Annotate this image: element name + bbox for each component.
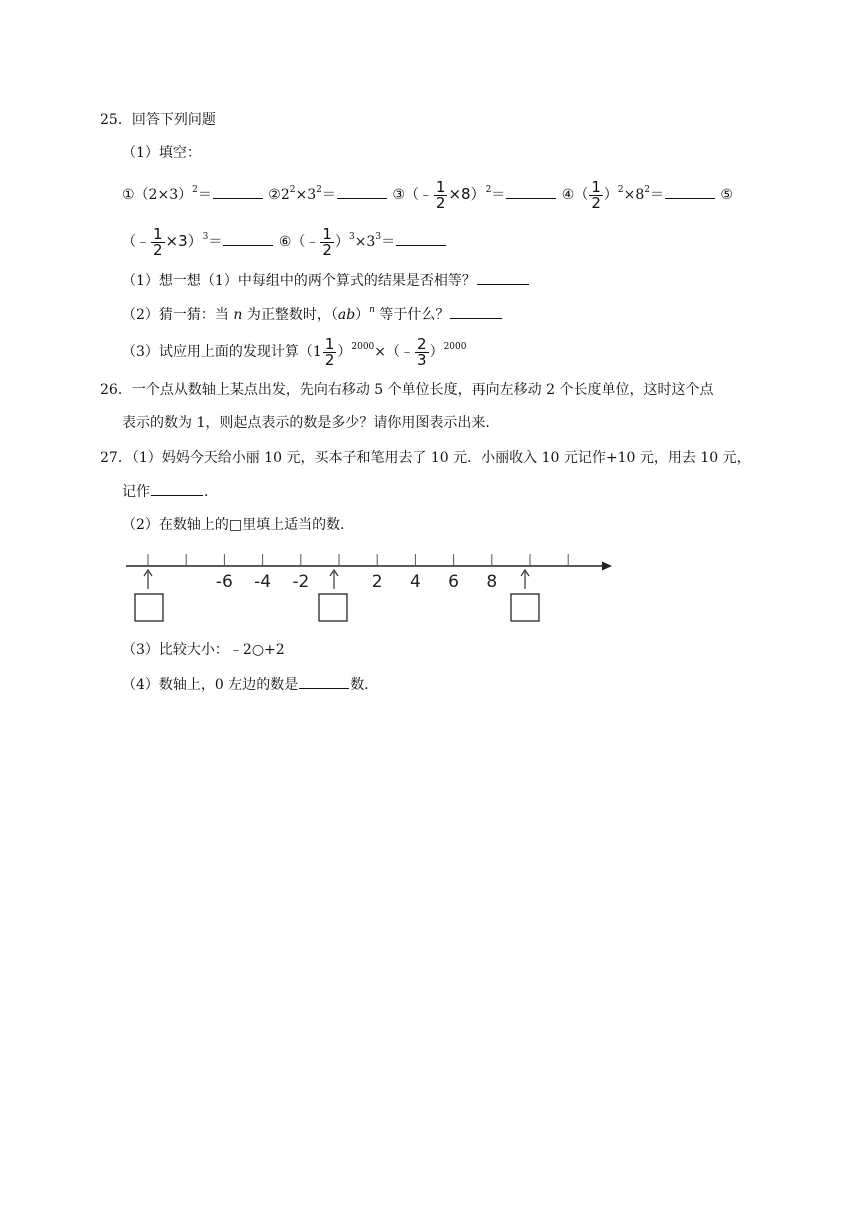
apply-exponent-1: 2000: [351, 342, 375, 352]
frac-denominator: 3: [417, 350, 427, 369]
apply-text-d: ）: [429, 344, 444, 360]
item4-exponent-b: 2: [644, 185, 650, 195]
guess-text-b: 为正整数时，（: [242, 307, 338, 323]
item3-times: ×8）: [448, 185, 486, 203]
item4-fraction: [589, 177, 603, 212]
tick-label: 4: [409, 572, 421, 592]
q26-text-1: 一个点从数轴上某点出发，先向右移动 5 个单位长度，再向左移动 2 个长度单位，这时这个点: [131, 382, 714, 398]
axis-arrowhead: [602, 562, 612, 571]
item6-mid: ×3: [354, 234, 376, 250]
q27-part4-suffix: 数．: [350, 677, 379, 693]
tick-label: -2: [292, 572, 310, 592]
number-line-figure: [122, 546, 614, 626]
q27-part4-text: （4）数轴上，0 左边的数是: [122, 677, 299, 693]
item2-exponent-b: 2: [316, 185, 322, 195]
item2-equals: ＝: [321, 187, 336, 203]
q27-part3: （3）比较大小：﹣2○+2: [122, 642, 285, 658]
guess-exponent-n: n: [369, 305, 375, 315]
item4-exponent-a: 2: [617, 185, 624, 195]
frac-denominator: 2: [324, 350, 335, 369]
guess-text-d: 等于什么？: [374, 307, 450, 323]
item2: [268, 187, 392, 203]
item2-expr: ②2: [268, 187, 290, 203]
frac-denominator: 2: [153, 240, 163, 259]
answer-blank-3[interactable]: [506, 184, 556, 199]
q27-part4: [122, 674, 378, 695]
item5: [122, 224, 279, 259]
frac-numerator: 1: [322, 224, 332, 243]
item2-mid: ×3: [295, 187, 317, 203]
answer-blank-guess[interactable]: [450, 304, 502, 319]
q27-part1-period: ．: [204, 484, 218, 500]
frac-numerator: 2: [417, 334, 427, 353]
tick-label: -6: [215, 572, 233, 592]
item6-exponent-b: 3: [375, 232, 382, 242]
item1: [122, 187, 268, 203]
frac-numerator: 1: [324, 334, 335, 353]
item6-exponent-a: 3: [348, 232, 355, 242]
answer-box-right[interactable]: [511, 594, 539, 621]
frac-numerator: 1: [153, 224, 163, 243]
item1-expr: ①（2×3）: [122, 187, 193, 203]
item4-mid: ×8: [623, 187, 645, 203]
item3: [392, 177, 561, 212]
answer-blank-4[interactable]: [665, 184, 715, 199]
item6-fraction: [320, 224, 334, 259]
item6-close: ）: [334, 234, 349, 250]
up-arrow-middle: [330, 570, 338, 589]
answer-blank-1[interactable]: [213, 184, 263, 199]
apply-text-c: ×（﹣: [374, 344, 415, 360]
item3-equals: ＝: [491, 187, 506, 203]
q26-line1: [100, 380, 713, 400]
tick-label: 2: [371, 572, 383, 592]
tick-label: -4: [254, 572, 272, 592]
frac-denominator: 2: [322, 240, 332, 259]
apply-fraction-2: [415, 334, 429, 369]
up-arrow-right: [521, 570, 529, 589]
apply-text-a: （3）试应用上面的发现计算（1: [122, 344, 322, 360]
guess-text-c: ）: [355, 307, 370, 323]
item4-close: ）: [603, 187, 618, 203]
item4: [561, 177, 721, 212]
answer-blank-5[interactable]: [223, 231, 273, 246]
answer-blank-2[interactable]: [337, 184, 387, 199]
item5-fraction: [151, 224, 165, 259]
q25-apply: [122, 334, 467, 369]
answer-blank-think[interactable]: [477, 270, 529, 285]
q25-title: 回答下列问题: [131, 112, 216, 128]
apply-exponent-2: 2000: [443, 342, 467, 352]
answer-box-middle[interactable]: [319, 594, 347, 621]
q25-think: [122, 270, 530, 291]
tick-labels: [216, 572, 497, 592]
q25-fill-heading: （1）填空：: [122, 145, 201, 161]
q26-number: 26．: [100, 382, 132, 398]
frac-numerator: 1: [591, 177, 601, 196]
tick-label: 6: [448, 572, 460, 592]
item6-equals: ＝: [381, 234, 396, 250]
item6-expr: ⑥（﹣: [278, 234, 320, 250]
up-arrow-left: [144, 570, 152, 589]
item5-marker: ⑤: [720, 187, 733, 203]
item4-expr: ④（: [561, 187, 589, 203]
answer-blank-record[interactable]: [151, 481, 203, 496]
q25-number: 25．: [100, 112, 132, 128]
q27-line2: [122, 481, 218, 502]
item3-expr: ③（﹣: [392, 187, 433, 203]
q27-part1-record: 记作: [122, 484, 150, 500]
item5-expr: （﹣: [122, 234, 150, 250]
guess-var-n: n: [233, 307, 243, 323]
q25-heading: [100, 110, 216, 130]
q25-items-row2: [122, 224, 447, 259]
item5-times: ×3）: [165, 232, 203, 250]
item4-equals: ＝: [649, 187, 664, 203]
q27-part2: （2）在数轴上的□里填上适当的数．: [122, 517, 355, 533]
q26-line2: 表示的数为 1，则起点表示的数是多少？请你用图表示出来．: [122, 415, 500, 431]
q27-line1: [100, 448, 751, 468]
item1-equals: ＝: [197, 187, 212, 203]
tick-label: 8: [486, 572, 498, 592]
apply-fraction-1: [323, 334, 337, 369]
answer-blank-6[interactable]: [396, 231, 446, 246]
q25-think-text: （1）想一想（1）中每组中的两个算式的结果是否相等？: [122, 273, 476, 289]
item3-fraction: [434, 177, 448, 212]
frac-numerator: 1: [435, 177, 446, 196]
apply-text-b: ）: [337, 344, 352, 360]
q25-items-row1: [122, 177, 733, 212]
frac-denominator: 2: [435, 193, 446, 212]
item5-exponent: 3: [202, 232, 209, 242]
item2-exponent-a: 2: [289, 185, 296, 195]
item6: [278, 224, 447, 259]
item1-exponent: 2: [192, 185, 198, 195]
item5-equals: ＝: [208, 234, 223, 250]
item3-exponent: 2: [485, 185, 492, 195]
frac-denominator: 2: [591, 193, 601, 212]
guess-var-ab: ab: [337, 307, 356, 323]
answer-box-left[interactable]: [135, 594, 163, 621]
tick-marks: [148, 554, 568, 566]
q27-part1-text: （1）妈妈今天给小丽 10 元，买本子和笔用去了 10 元．小丽收入 10 元记作+10 元，用去 10 元，: [131, 450, 751, 466]
answer-blank-left-side[interactable]: [299, 674, 349, 689]
q27-number: 27．: [100, 450, 132, 466]
q25-guess: [122, 304, 503, 325]
guess-text-a: （2）猜一猜：当: [122, 307, 234, 323]
